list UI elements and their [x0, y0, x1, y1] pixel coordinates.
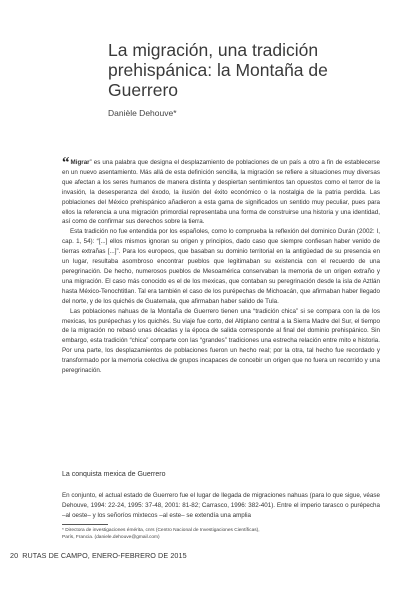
section-heading: La conquista mexica de Guerrero	[62, 471, 166, 478]
article-body	[62, 155, 380, 376]
paragraph-2: Esta tradición no fue entendida por los españoles, como lo comprueba la reflexión del dominico Durán (2002: I, cap. 1, 54): “[...] ellos mismos ignoran su origen y principios, dado caso que siempre confiesan haber venido de tierras extrañas [...]”. Para los europeos, que basaban su dominio territorial en la antigüedad de su presencia en un lugar, resultaba asombroso encontrar pueblos que legitimaban su existencia con el recuerdo de una peregrinación. De hecho, numerosos pueblos de Mesoamérica conservaban la memoria de un origen extraño y una migración. El caso más conocido es el de los mexicas, que contaban su peregrinación desde la isla de Aztlán hasta México-Tenochtitlan. Tal era también el caso de los purépechas de Michoacán, que afirmaban haber llegado del norte, y de los quichés de Guatemala, que afirmaban haber salido de Tula.	[62, 228, 380, 305]
section-paragraph-1: En conjunto, el actual estado de Guerrero fue el lugar de llegada de migraciones nahuas (para lo que sigue, véase Dehouve, 1994: 22-24, 1995: 37-48, 2001: 81-82; Carrasco, 1996: 382-401). Entre el imperio tarasco o purépecha –al oeste– y los señoríos mixtecos –al este– se extendía una amplia	[62, 492, 380, 519]
opening-quote: “	[62, 155, 70, 171]
paragraph-3: Las poblaciones nahuas de la Montaña de Guerrero tienen una “tradición chica” si se compara con la de los mexicas, los purépechas y los quichés. Su viaje fue corto, del Altiplano central a la Sierra Madre del Sur, el tiempo de la migración no rebasó unas décadas y la época de salida corresponde al final del dominio prehispánico. Sin embargo, esta tradición “chica” comparte con las “grandes” tradiciones una estrecha relación entre mito e historia. Por una parte, los desplazamientos de poblaciones fueron un hecho real; por la otra, tal hecho fue recordado y transformado por la memoria colectiva de grupos incapaces de concebir un origen que no fuera un recorrido y una peregrinación.	[62, 307, 380, 375]
footnote-divider	[62, 524, 108, 525]
running-head: RUTAS DE CAMPO, ENERO-FEBRERO DE 2015	[22, 551, 187, 560]
author-name: Danièle Dehouve*	[108, 108, 177, 118]
paragraph-1-text: ” es una palabra que designa el desplazamiento de poblaciones de un país a otro a fin de establecerse en un nuevo asentamiento. Más allá de esta definición sencilla, la migración se refiere a situaciones muy diversas que afectan a los seres humanos de manera distinta y despiertan sentimientos tan opuestos como el terror de la invasión, la desesperanza del éxodo, la ilusión del éxito económico o la nostalgia de la patria perdida. Las poblaciones del México prehispánico añadieron a esta gama de significados un sentido muy peculiar, pues para ellos la referencia a una migración primordial representaba una forma de construirse una historia y una identidad, así como de confirmar sus derechos sobre la tierra.	[62, 159, 380, 226]
page-footer	[10, 551, 187, 560]
footnote-line-1: * Directora de investigaciones émérita, cnrs (Centro Nacional de Investigaciones Científicas),	[62, 528, 260, 533]
article-title: La migración, una tradición prehispánica: la Montaña de Guerrero	[108, 40, 328, 100]
footnote	[62, 528, 362, 541]
footnote-line-2: París, Francia. (daniele.dehouve@gmail.com)	[62, 534, 160, 540]
paragraph-1	[62, 155, 380, 227]
lead-word: Migrar	[70, 159, 90, 166]
page-number: 20	[10, 551, 19, 560]
section-body	[62, 491, 380, 521]
